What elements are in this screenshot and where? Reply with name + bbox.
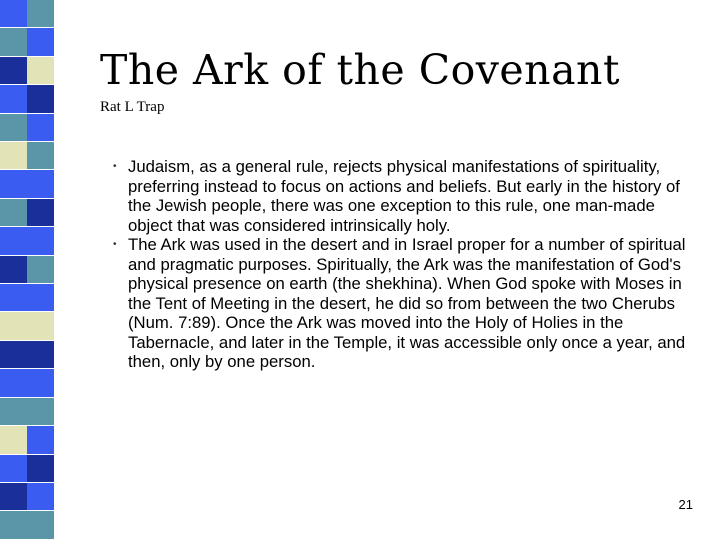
strip-block <box>0 170 27 198</box>
bullet-icon: • <box>113 239 117 250</box>
strip-block <box>0 85 27 113</box>
strip-block <box>27 57 54 85</box>
decorative-strip <box>0 0 55 540</box>
strip-block <box>0 28 27 56</box>
strip-block <box>27 85 54 113</box>
strip-block <box>27 483 54 511</box>
strip-block <box>27 256 54 284</box>
strip-block <box>0 341 27 369</box>
strip-block <box>0 142 27 170</box>
strip-block <box>0 483 27 511</box>
strip-block <box>0 256 27 284</box>
strip-block <box>0 199 27 227</box>
bullet-item <box>113 235 693 372</box>
strip-column-right <box>27 0 54 540</box>
slide-title: The Ark of the Covenant <box>100 46 620 94</box>
strip-block <box>27 142 54 170</box>
slide-subtitle: Rat L Trap <box>100 99 165 115</box>
strip-block <box>27 511 54 539</box>
bullet-text: Judaism, as a general rule, rejects physical manifestations of spirituality, preferring instead to focus on actions and beliefs. But early in the history of the Jewish people, there was one exception to this rule, one man-made object that was considered intrinsically holy. <box>128 157 680 235</box>
strip-block <box>27 455 54 483</box>
strip-block <box>27 114 54 142</box>
strip-column-left <box>0 0 27 540</box>
strip-block <box>27 28 54 56</box>
strip-block <box>0 57 27 85</box>
strip-block <box>0 284 27 312</box>
strip-block <box>27 398 54 426</box>
page-number: 21 <box>678 497 693 512</box>
strip-block <box>0 227 27 255</box>
strip-block <box>27 369 54 397</box>
strip-block <box>27 199 54 227</box>
strip-block <box>27 284 54 312</box>
strip-block <box>0 455 27 483</box>
strip-block <box>0 114 27 142</box>
strip-block <box>27 170 54 198</box>
bullet-item <box>113 157 693 235</box>
strip-block <box>0 511 27 539</box>
bullet-list <box>113 157 693 372</box>
strip-block <box>0 369 27 397</box>
strip-block <box>0 398 27 426</box>
strip-block <box>0 426 27 454</box>
strip-block <box>27 227 54 255</box>
strip-block <box>27 0 54 28</box>
strip-block <box>27 341 54 369</box>
strip-block <box>27 312 54 340</box>
strip-block <box>27 426 54 454</box>
strip-block <box>0 0 27 28</box>
bullet-text: The Ark was used in the desert and in Israel proper for a number of spiritual and pragmatic purposes. Spiritually, the Ark was the manifestation of God's physical presence on earth (the shekhina). When God spoke with Moses in the Tent of Meeting in the desert, he did so from between the two Cherubs (Num. 7:89). Once the Ark was moved into the Holy of Holies in the Tabernacle, and later in the Temple, it was accessible only once a year, and then, only by one person. <box>128 235 686 371</box>
bullet-icon: • <box>113 161 117 172</box>
strip-block <box>0 312 27 340</box>
